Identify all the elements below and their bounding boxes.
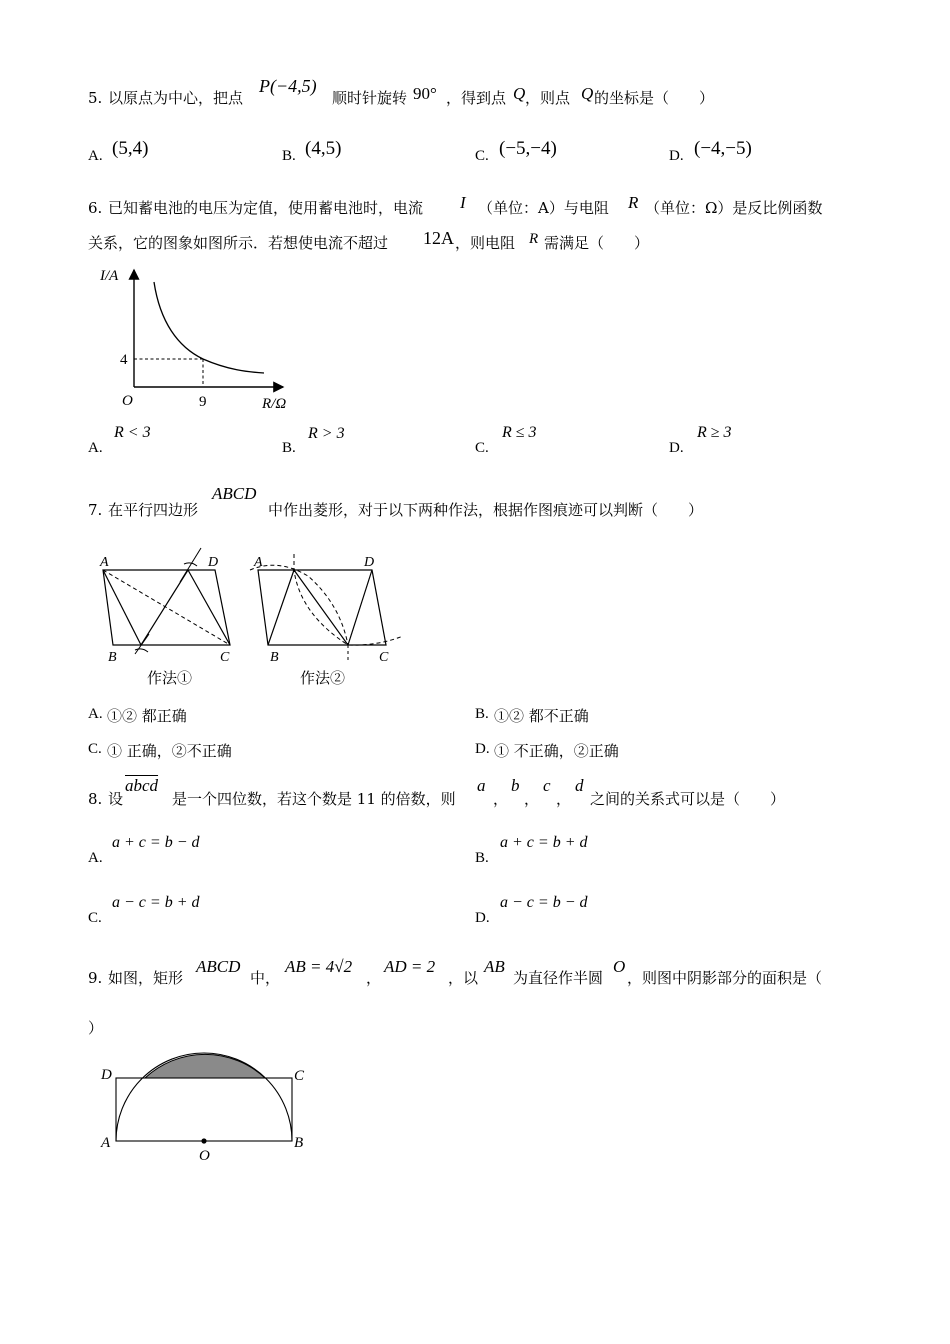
q9-line-2: ） (88, 1019, 104, 1037)
q7-fig1-label-d: D (208, 555, 219, 570)
q9-o: O (613, 957, 626, 976)
q8-option-b-value: a + c = b + d (500, 834, 588, 851)
q7-shape: ABCD (212, 484, 257, 503)
q9-shaded-region (145, 1054, 265, 1078)
q6-option-d-value: R ≥ 3 (697, 424, 732, 441)
q8-option-d-value: a − c = b − d (500, 894, 588, 911)
q6-var-i: I (460, 193, 466, 212)
q9-text-a: 如图，矩形 (108, 969, 184, 987)
q6-line2-r: R (529, 231, 539, 247)
q5-option-b-value: (4,5) (305, 138, 342, 159)
q8-option-a-value: a + c = b − d (112, 834, 200, 851)
q6-option-b-label: B. (282, 440, 296, 456)
q5-option-a-label: A. (88, 148, 103, 164)
q7-figure-2 (248, 544, 408, 692)
q7-option-b-label: B. (475, 706, 489, 722)
q5-var-q: Q (513, 84, 526, 103)
q8-number: 8. (88, 790, 103, 808)
q8-option-c-value: a − c = b + d (112, 894, 200, 911)
q5-option-b-label: B. (282, 148, 296, 164)
q8-sep-1: ， (493, 790, 509, 808)
q7-option-b-value: ①② 都不正确 (494, 707, 589, 725)
q9-ab-eq: AB = 4√2 (285, 957, 353, 976)
q6-current: 12A (423, 228, 454, 248)
q7-fig1-label-b: B (108, 650, 117, 665)
q9-rectangle (116, 1078, 292, 1141)
q6-graph (98, 262, 304, 417)
q6-option-c-label: C. (475, 440, 489, 456)
q7-fig2-caption: 作法② (300, 671, 346, 687)
q7-fig2-label-c: C (379, 650, 389, 665)
q8-var-b: b (511, 776, 520, 795)
q8-option-c-label: C. (88, 910, 102, 926)
q5-text-c: ，得到点 (446, 89, 507, 107)
q6-y-tick-label: 4 (120, 352, 128, 368)
q5-angle: 90° (413, 84, 437, 103)
q7-text-b: 中作出菱形，对于以下两种作法，根据作图痕迹可以判断（ ） (268, 501, 704, 519)
q7-fig1-caption: 作法① (147, 671, 193, 687)
q5-option-d-label: D. (669, 148, 684, 164)
q7-text-a: 在平行四边形 (108, 501, 199, 519)
q9-label-d: D (101, 1067, 112, 1083)
q8-number-abcd: abcd (125, 776, 159, 795)
q5-option-c-value: (−5,−4) (499, 138, 557, 159)
q5-number: 5. (88, 89, 103, 107)
q9-text-c: ，以 (448, 969, 479, 987)
q5-text-d: ，则点 (525, 89, 571, 107)
q8-option-a-label: A. (88, 850, 103, 866)
q7-fig2-line-fd (348, 570, 372, 645)
q9-ab: AB (484, 957, 505, 976)
q7-option-d-value: ① 不正确，②正确 (494, 742, 619, 760)
q7-fig2-parallelogram (258, 570, 386, 645)
q9-rect: ABCD (196, 957, 241, 976)
q9-figure (95, 1048, 320, 1168)
q9-label-o: O (199, 1148, 210, 1164)
q6-origin-label: O (122, 393, 133, 409)
q7-option-c-label: C. (88, 741, 102, 757)
q7-fig1-line-fc (188, 570, 230, 645)
q9-label-a: A (101, 1135, 111, 1151)
q8-var-a: a (477, 776, 486, 795)
q6-y-axis-label: I/A (100, 268, 119, 284)
q6-text-a: 已知蓄电池的电压为定值，使用蓄电池时，电流 (108, 199, 424, 217)
q6-text-b: （单位：A）与电阻 (478, 199, 609, 217)
q6-x-axis-label: R/Ω (262, 396, 287, 412)
q6-var-r: R (628, 193, 639, 212)
q7-fig1-label-c: C (220, 650, 230, 665)
q7-fig2-line-be (268, 570, 294, 645)
q7-fig1-label-a: A (100, 555, 109, 570)
q7-number: 7. (88, 501, 103, 519)
q5-option-a-value: (5,4) (112, 138, 149, 159)
q5-text-e: 的坐标是（ ） (594, 89, 715, 107)
q6-x-tick-label: 9 (199, 394, 207, 410)
q8-option-d-label: D. (475, 910, 490, 926)
q8-sep-2: ， (524, 790, 540, 808)
q5-text-a: 以原点为中心，把点 (108, 89, 244, 107)
q9-label-c: C (294, 1068, 305, 1084)
q6-line2-b: ，则电阻 (455, 234, 516, 252)
q8-text-b: 是一个四位数，若这个数是 11 的倍数，则 (172, 790, 456, 808)
q6-text-c: （单位：Ω）是反比例函数 (645, 199, 823, 217)
q7-fig2-label-a: A (254, 555, 263, 570)
q7-figure-1 (95, 544, 247, 692)
q7-fig2-line-ef (294, 570, 348, 645)
q5-var-q2: Q (581, 84, 594, 103)
q8-var-c: c (543, 776, 551, 795)
q9-label-b: B (294, 1135, 304, 1151)
q7-fig2-label-b: B (270, 650, 279, 665)
q6-option-d-label: D. (669, 440, 684, 456)
q9-text-b: 中， (250, 969, 281, 987)
q7-fig1-bisector-top (180, 548, 201, 582)
q9-number: 9. (88, 969, 103, 987)
q5-option-c-label: C. (475, 148, 489, 164)
q7-option-c-value: ① 正确，②不正确 (107, 742, 232, 760)
q5-point-p: P(−4,5) (259, 76, 317, 96)
q6-option-a-label: A. (88, 440, 103, 456)
q6-curve (154, 282, 264, 373)
q5-text-b: 顺时针旋转 (332, 89, 408, 107)
q6-option-a-value: R < 3 (114, 424, 151, 441)
q7-option-d-label: D. (475, 741, 490, 757)
q5-option-d-value: (−4,−5) (694, 138, 752, 159)
q9-text-d: 为直径作半圆 (513, 969, 604, 987)
q6-option-c-value: R ≤ 3 (502, 424, 537, 441)
q9-text-e: ，则图中阴影部分的面积是（ (627, 969, 823, 987)
q7-option-a-label: A. (88, 706, 103, 722)
q7-option-a-value: ①② 都正确 (107, 707, 187, 725)
q7-fig2-arc-2 (294, 554, 403, 645)
q6-line2-a: 关系，它的图象如图所示．若想使电流不超过 (88, 234, 389, 252)
q8-var-d: d (575, 776, 584, 795)
q6-number: 6. (88, 199, 103, 217)
q6-line2-c: 需满足（ ） (544, 234, 650, 252)
q8-text-c: 之间的关系式可以是（ ） (590, 790, 786, 808)
q8-option-b-label: B. (475, 850, 489, 866)
q8-sep-3: ， (556, 790, 572, 808)
q9-center-point (201, 1138, 206, 1143)
q9-sep-1: ， (366, 969, 382, 987)
q9-ad-eq: AD = 2 (384, 957, 436, 976)
q7-fig2-label-d: D (364, 555, 375, 570)
q8-text-a: 设 (108, 790, 124, 808)
q6-option-b-value: R > 3 (308, 425, 345, 442)
